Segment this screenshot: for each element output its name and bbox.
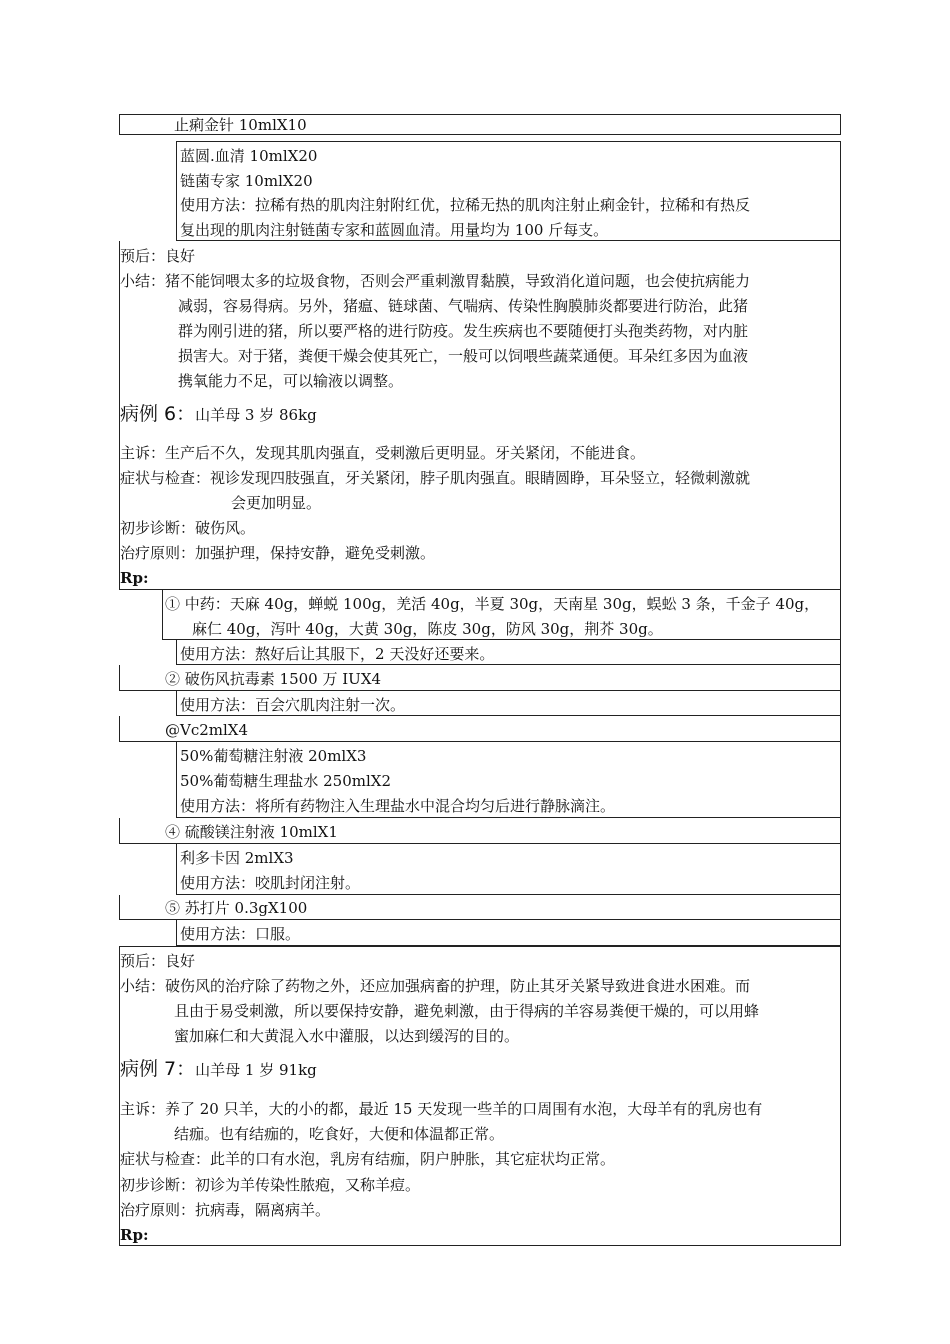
complaint: 主诉：生产后不久，发现其肌肉强直，受刺激后更明显。牙关紧闭，不能进食。 [120, 444, 646, 462]
drug-zhili: 止痢金针 10mlX10 [174, 116, 307, 134]
complaint: 主诉：养了 20 只羊，大的小的都，最近 15 天发现一些羊的口周围有水泡，大母羊有的乳房也有 [120, 1100, 763, 1118]
drug-liankjun: 链菌专家 10mlX20 [180, 172, 313, 190]
drug-lanyuan: 蓝圆.血清 10mlX20 [180, 147, 318, 165]
summary: 小结：破伤风的治疗除了药物之外，还应加强病畜的护理，防止其牙关紧导致进食进水困难。而 [120, 977, 751, 995]
summary: 损害大。对于猪，粪便干燥会使其死亡，一般可以饲喂些蔬菜通便。耳朵红多因为血液 [178, 347, 749, 365]
rx3-line: 50%葡萄糖注射液 20mlX3 [180, 747, 367, 765]
rx4-line: ④ 硫酸镁注射液 10mlX1 [165, 823, 338, 841]
rx3-line: 50%葡萄糖生理盐水 250mlX2 [180, 772, 391, 790]
symptom: 症状与检查：此羊的口有水泡，乳房有结痂，阴户肿胀，其它症状均正常。 [120, 1150, 616, 1168]
principle: 治疗原则：加强护理，保持安静，避免受刺激。 [120, 544, 436, 562]
principle: 治疗原则：抗病毒，隔离病羊。 [120, 1201, 331, 1219]
rx5-usage: 使用方法：口服。 [180, 925, 301, 943]
rx5-line: ⑤ 苏打片 0.3gX100 [165, 899, 308, 917]
summary: 小结：猪不能饲喂太多的垃圾食物，否则会严重刺激胃黏膜，导致消化道问题，也会使抗病能力 [120, 272, 751, 290]
case-subject: 山羊母 1 岁 91kg [195, 1061, 317, 1079]
case-title: 病例 6： [120, 403, 196, 425]
prognosis: 预后：良好 [120, 952, 196, 970]
rx2-line: ② 破伤风抗毒素 1500 万 IUX4 [165, 670, 382, 688]
frame-right [840, 241, 841, 589]
symptom: 症状与检查：视诊发现四肢强直，牙关紧闭，脖子肌肉强直。眼睛圆睁，耳朵竖立，轻微刺激就 [120, 469, 751, 487]
summary: 减弱，容易得病。另外，猪瘟、链球菌、气喘病、传染性胸膜肺炎都要进行防治，此猪 [178, 297, 749, 315]
frame-right [840, 946, 841, 1245]
usage-text: 使用方法：拉稀有热的肌肉注射附红优，拉稀无热的肌肉注射止痢金针，拉稀和有热反 [180, 196, 751, 214]
rule [119, 946, 841, 947]
summary: 携氧能力不足，可以输液以调整。 [178, 372, 404, 390]
rx1-usage: 使用方法：熬好后让其服下，2 天没好还要来。 [180, 645, 495, 663]
rx3-usage: 使用方法：将所有药物注入生理盐水中混合均匀后进行静脉滴注。 [180, 797, 616, 815]
rp-label: Rp: [120, 1226, 149, 1244]
case-subject: 山羊母 3 岁 86kg [195, 406, 317, 424]
rx4-line: 利多卡因 2mlX3 [180, 849, 294, 867]
rp-label: Rp: [120, 569, 149, 587]
rule [119, 1245, 841, 1246]
rx3-line: @Vc2mlX4 [165, 721, 249, 739]
symptom: 会更加明显。 [231, 494, 322, 512]
diagnosis: 初步诊断：破伤风。 [120, 519, 256, 537]
summary: 且由于易受刺激，所以要保持安静，避免刺激，由于得病的羊容易粪便干燥的，可以用蜂 [174, 1002, 760, 1020]
rx4-usage: 使用方法：咬肌封闭注射。 [180, 874, 361, 892]
case-title: 病例 7： [120, 1058, 196, 1080]
rx1-line: 麻仁 40g，泻叶 40g，大黄 30g，陈皮 30g，防风 30g，荆芥 30g。 [192, 620, 663, 638]
case-heading [120, 1056, 317, 1083]
usage-text: 复出现的肌肉注射链菌专家和蓝圆血清。用量均为 100 斤每支。 [180, 221, 609, 239]
summary: 群为刚引进的猪，所以要严格的进行防疫。发生疾病也不要随便打头孢类药物，对内脏 [178, 322, 749, 340]
rx2-usage: 使用方法：百会穴肌肉注射一次。 [180, 696, 406, 714]
summary: 蜜加麻仁和大黄混入水中灌服，以达到缓泻的目的。 [174, 1027, 520, 1045]
diagnosis: 初步诊断：初诊为羊传染性脓疱，又称羊痘。 [120, 1176, 421, 1194]
complaint: 结痂。也有结痂的，吃食好，大便和体温都正常。 [174, 1125, 505, 1143]
prognosis: 预后：良好 [120, 247, 196, 265]
rx1-line: ① 中药：天麻 40g，蝉蜕 100g，羌活 40g，半夏 30g，天南星 30g，蜈蚣 3 条，千金子 40g， [165, 595, 820, 613]
case-heading [120, 401, 317, 428]
